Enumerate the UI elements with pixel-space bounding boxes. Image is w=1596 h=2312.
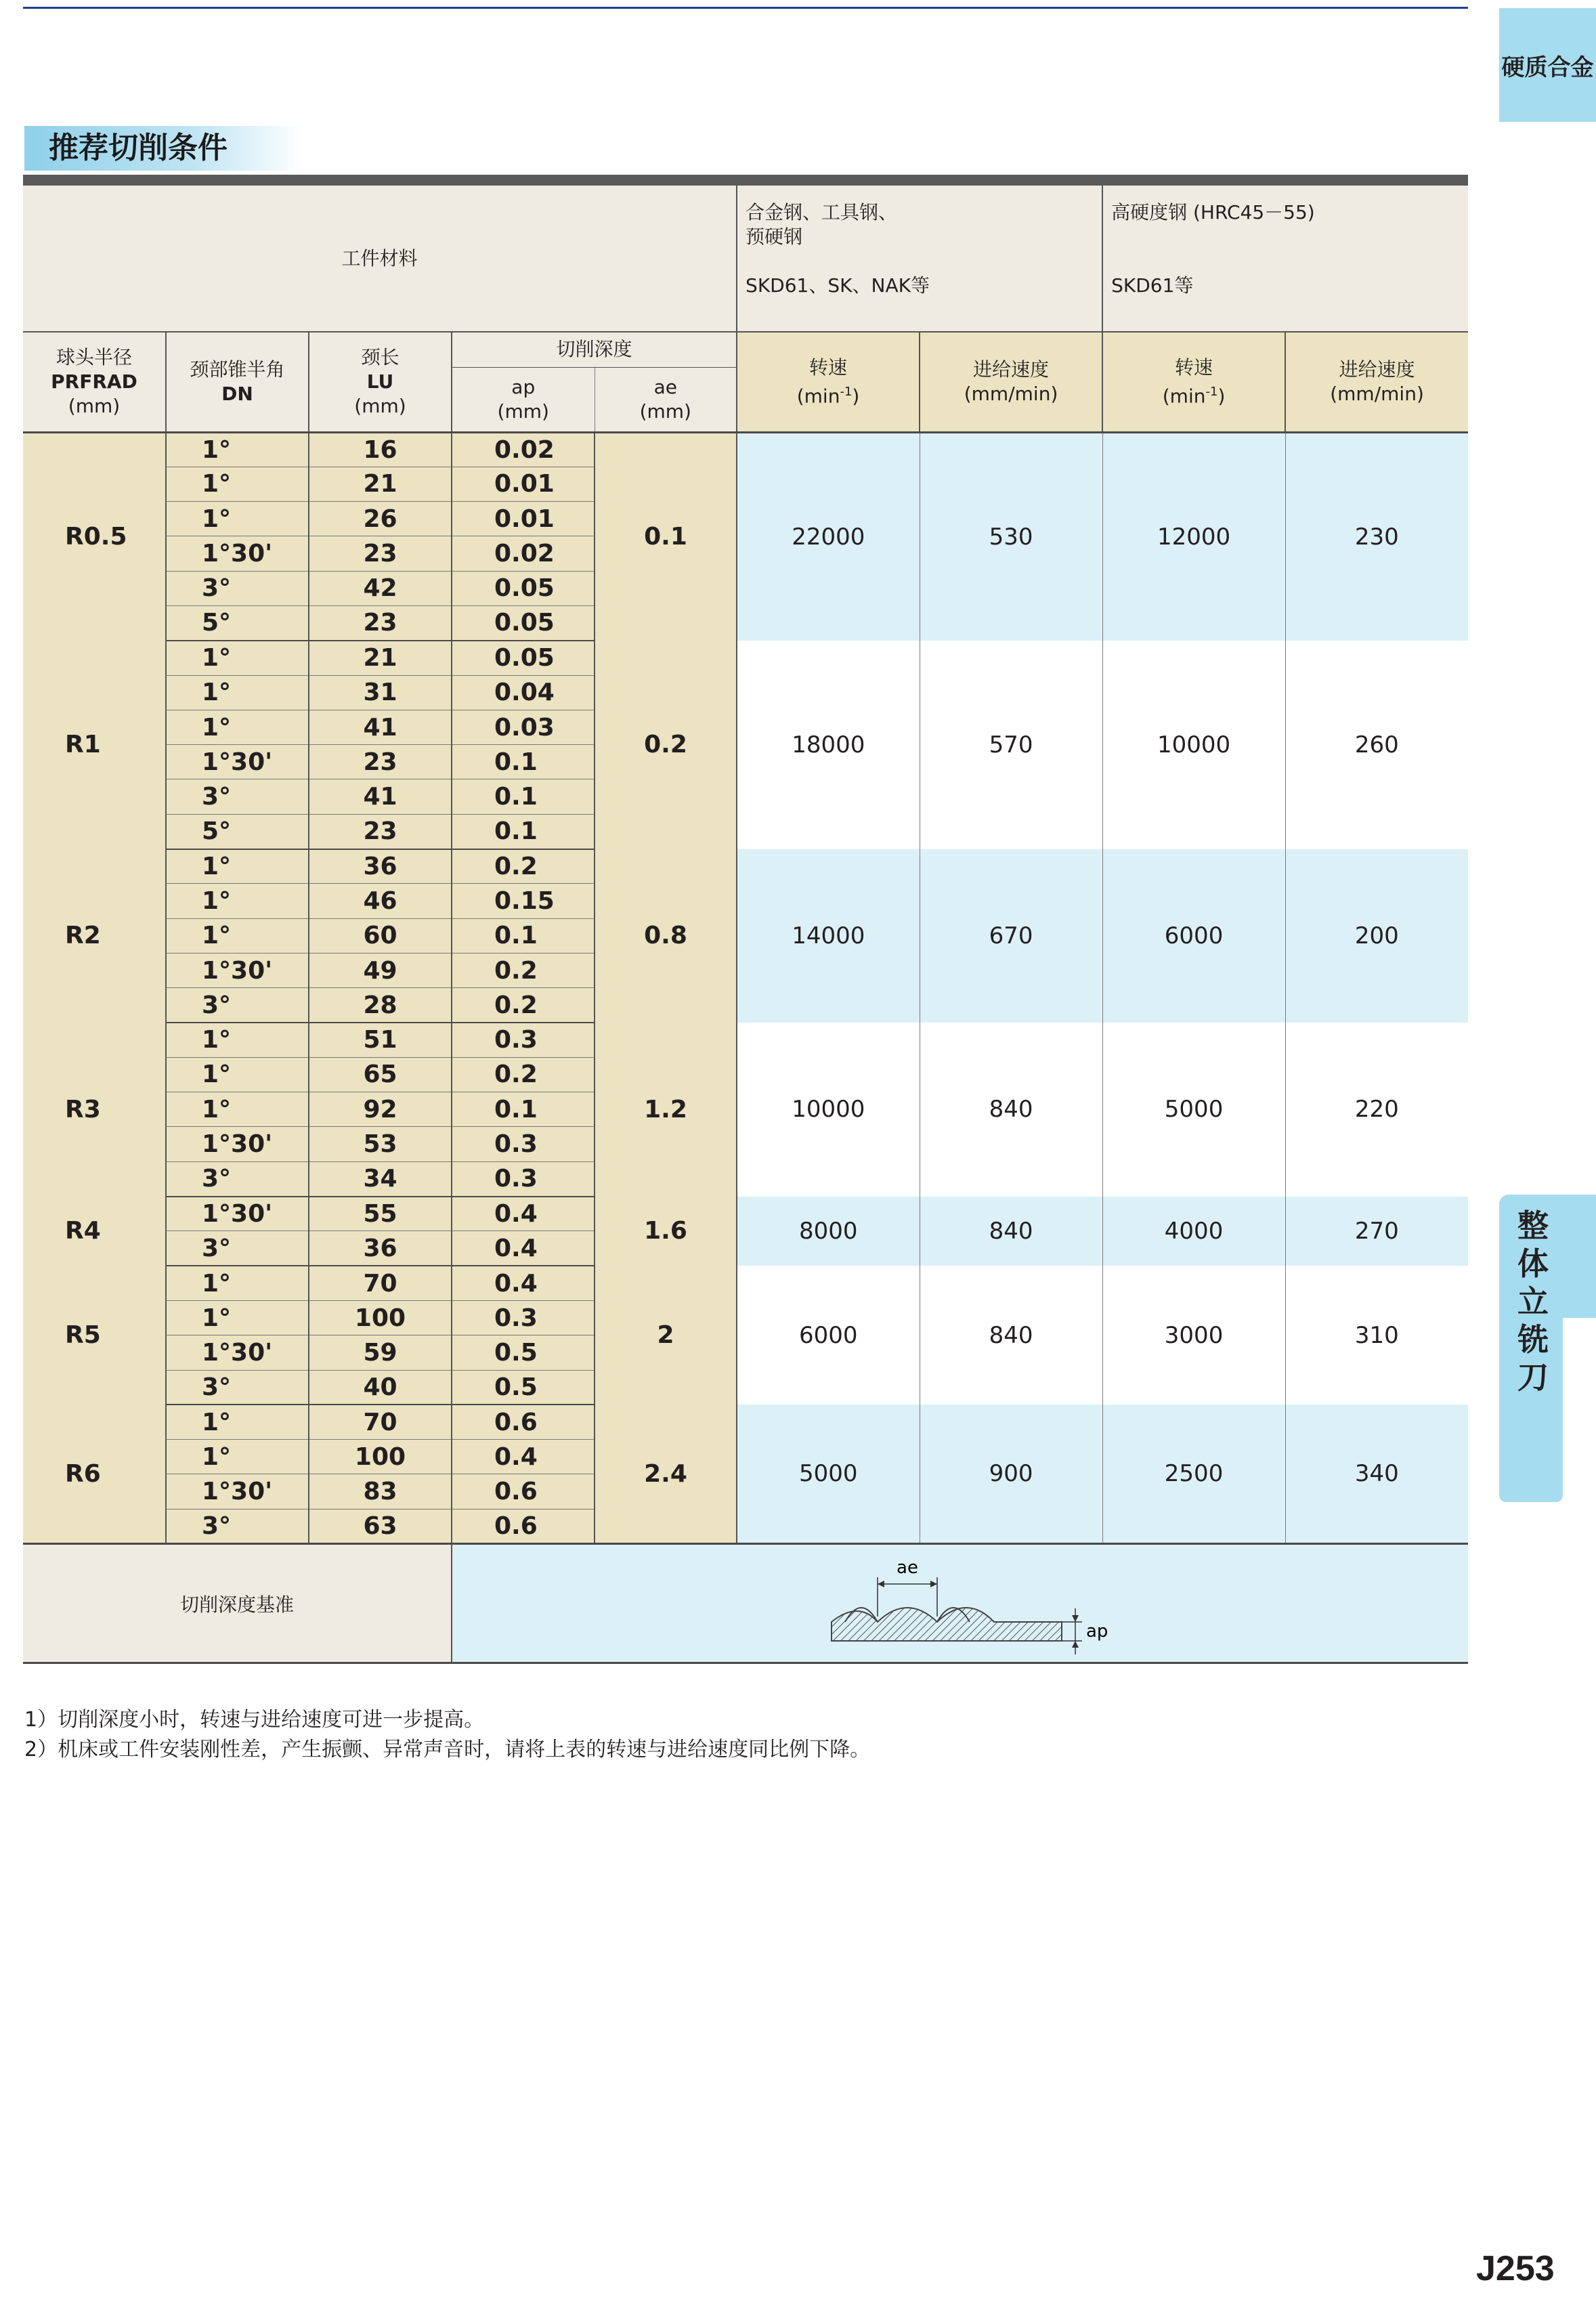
feed-cell: 840 [920,1266,1102,1405]
dn-cell: 1° [166,675,309,710]
lu-cell: 23 [309,605,452,640]
dn-cell: 1°30' [166,1197,309,1231]
feed-cell: 260 [1285,641,1468,849]
lu-cell: 65 [309,1057,452,1092]
page-number: J253 [1476,2249,1555,2288]
dn-cell: 1° [166,1440,309,1474]
ae-cell: 0.1 [595,432,737,641]
speed-cell: 5000 [1102,1023,1285,1196]
ap-cell: 0.3 [452,1161,595,1196]
lu-cell: 60 [309,918,452,953]
lu-cell: 83 [309,1474,452,1509]
lu-cell: 92 [309,1092,452,1127]
col-feed-2-l1: 进给速度 [1339,358,1415,381]
ae-cell: 2 [595,1266,737,1405]
col-speed-1-l1: 转速 [809,356,848,379]
material-2-line2: SKD61等 [1111,274,1194,297]
dn-cell: 3° [166,571,309,605]
radius-cell: R3 [23,1023,166,1196]
ae-cell: 1.6 [595,1197,737,1266]
dn-cell: 1° [166,710,309,744]
dn-cell: 1°30' [166,536,309,571]
col-ap-header [452,367,595,432]
radius-cell: R0.5 [23,432,166,641]
ap-cell: 0.05 [452,641,595,675]
dn-cell: 1° [166,884,309,918]
ap-cell: 0.05 [452,571,595,605]
material-1 [737,186,1102,332]
col-depth-header: 切削深度 [452,332,737,367]
top-rule [23,7,1468,9]
ap-cell: 0.4 [452,1231,595,1266]
lu-cell: 28 [309,988,452,1023]
lu-cell: 23 [309,814,452,849]
col-speed-2-header [1102,332,1285,432]
table-row [23,1197,1468,1231]
feed-cell: 340 [1285,1405,1468,1543]
lu-cell: 21 [309,467,452,501]
feed-cell: 530 [920,432,1102,641]
side-tab-char: 立 [1517,1283,1549,1320]
lu-cell: 23 [309,536,452,571]
col-radius-l3: (mm) [68,394,121,417]
col-dn-header [166,332,309,432]
col-speed-1-unit: (min [796,384,840,407]
col-speed-1-header [737,332,920,432]
col-speed-1-paren: ) [852,384,860,407]
lu-cell: 51 [309,1023,452,1057]
work-material-label: 工件材料 [23,186,737,332]
lu-cell: 41 [309,779,452,814]
ap-cell: 0.03 [452,710,595,744]
speed-cell: 4000 [1102,1197,1285,1266]
ap-cell: 0.6 [452,1405,595,1439]
ae-cell: 0.8 [595,849,737,1023]
dn-cell: 3° [166,1161,309,1196]
col-ap-l1: ap [511,375,536,398]
ap-cell: 0.01 [452,467,595,501]
ap-cell: 0.05 [452,605,595,640]
material-1-line1: 合金钢、工具钢、 [746,201,898,223]
note-1: 1）切削深度小时，转速与进给速度可进一步提高。 [24,1708,485,1732]
table-row [23,849,1468,884]
ap-cell: 0.2 [452,1057,595,1092]
col-speed-2-paren: ) [1217,384,1226,407]
dn-cell: 1°30' [166,745,309,779]
side-tab-char: 铣 [1517,1321,1549,1358]
col-lu-l1: 颈长 [361,345,400,368]
note-2: 2）机床或工件安装刚性差，产生振颤、异常声音时，请将上表的转速与进给速度同比例下降。 [24,1738,871,1761]
col-radius-header [23,332,166,432]
material-2-line1: 高硬度钢 (HRC45－55) [1111,201,1315,223]
dn-cell: 3° [166,779,309,814]
col-dn-l2: DN [221,382,253,405]
dn-cell: 1°30' [166,1474,309,1509]
feed-cell: 570 [920,641,1102,849]
ap-cell: 0.3 [452,1127,595,1161]
ap-cell: 0.2 [452,953,595,987]
ap-cell: 0.4 [452,1440,595,1474]
speed-cell: 5000 [737,1405,920,1543]
lu-cell: 63 [309,1509,452,1543]
col-radius-l1: 球头半径 [56,345,132,368]
table-row [23,641,1468,675]
dn-cell: 1°30' [166,1335,309,1370]
col-feed-1-header [920,332,1102,432]
lu-cell: 40 [309,1370,452,1405]
ap-cell: 0.15 [452,884,595,918]
ap-cell: 0.02 [452,432,595,467]
table-row [23,432,1468,467]
speed-cell: 22000 [737,432,920,641]
lu-cell: 42 [309,571,452,605]
category-tab-label: 硬质合金 [1501,53,1594,81]
col-radius-l2: PRFRAD [51,370,137,393]
col-speed-2-sup: -1 [1205,384,1218,399]
ae-cell: 2.4 [595,1405,737,1543]
material-1-line3: SKD61、SK、NAK等 [746,274,930,297]
lu-cell: 41 [309,710,452,744]
dn-cell: 1°30' [166,1127,309,1161]
dn-cell: 1° [166,849,309,884]
speed-cell: 6000 [1102,849,1285,1023]
lu-cell: 16 [309,432,452,467]
lu-cell: 100 [309,1300,452,1335]
col-feed-1-l1: 进给速度 [973,358,1050,381]
lu-cell: 21 [309,641,452,675]
lu-cell: 23 [309,745,452,779]
col-lu-l2: LU [366,370,394,393]
feed-cell: 310 [1285,1266,1468,1405]
lu-cell: 70 [309,1266,452,1300]
col-feed-2-header [1285,332,1468,432]
feed-cell: 670 [920,849,1102,1023]
dn-cell: 3° [166,1231,309,1266]
feed-cell: 200 [1285,849,1468,1023]
ae-cell: 1.2 [595,1023,737,1196]
notes [24,1705,870,1765]
lu-cell: 59 [309,1335,452,1370]
dn-cell: 1° [166,1023,309,1057]
table-row [23,1023,1468,1057]
col-feed-2-l2: (mm/min) [1330,382,1424,405]
col-feed-1-l2: (mm/min) [964,382,1058,405]
section-side-tab-label [1513,1207,1553,1396]
material-2 [1102,186,1468,332]
col-lu-l3: (mm) [354,394,406,417]
ap-cell: 0.5 [452,1335,595,1370]
lu-cell: 46 [309,884,452,918]
speed-cell: 2500 [1102,1405,1285,1543]
reference-row [23,1544,1468,1663]
lu-cell: 34 [309,1161,452,1196]
ap-cell: 0.2 [452,988,595,1023]
dn-cell: 1° [166,467,309,501]
dn-cell: 1° [166,641,309,675]
lu-cell: 100 [309,1440,452,1474]
dn-cell: 1° [166,1092,309,1127]
diagram-ae-label: ae [897,1557,918,1578]
col-ae-l2: (mm) [639,400,691,423]
side-tab-char: 体 [1517,1245,1549,1282]
col-ap-l2: (mm) [497,400,549,423]
ap-cell: 0.5 [452,1370,595,1405]
dn-cell: 1° [166,1266,309,1300]
radius-cell: R2 [23,849,166,1023]
section-title: 推荐切削条件 [24,126,303,171]
ap-cell: 0.4 [452,1266,595,1300]
ae-cell: 0.2 [595,641,737,849]
ap-cell: 0.1 [452,779,595,814]
lu-cell: 53 [309,1127,452,1161]
col-lu-header [309,332,452,432]
radius-cell: R5 [23,1266,166,1405]
ap-cell: 0.6 [452,1509,595,1543]
ap-cell: 0.3 [452,1023,595,1057]
dn-cell: 1° [166,918,309,953]
category-tab [1499,8,1596,122]
speed-cell: 6000 [737,1266,920,1405]
radius-cell: R1 [23,641,166,849]
col-speed-2-unit: (min [1162,384,1206,407]
ap-cell: 0.2 [452,849,595,884]
ap-cell: 0.1 [452,1092,595,1127]
dn-cell: 1° [166,432,309,467]
feed-cell: 230 [1285,432,1468,641]
ap-cell: 0.4 [452,1197,595,1231]
speed-cell: 10000 [1102,641,1285,849]
dn-cell: 1° [166,1057,309,1092]
dn-cell: 1° [166,1405,309,1439]
ap-cell: 0.3 [452,1300,595,1335]
feed-cell: 840 [920,1023,1102,1196]
ap-cell: 0.02 [452,536,595,571]
ap-cell: 0.04 [452,675,595,710]
radius-cell: R6 [23,1405,166,1543]
ap-cell: 0.01 [452,502,595,536]
speed-cell: 3000 [1102,1266,1285,1405]
cutting-depth-diagram [452,1544,1468,1663]
col-ae-header [595,367,737,432]
ap-cell: 0.1 [452,745,595,779]
radius-cell: R4 [23,1197,166,1266]
ap-cell: 0.6 [452,1474,595,1509]
title-rule [23,175,1468,186]
dn-cell: 5° [166,605,309,640]
speed-cell: 14000 [737,849,920,1023]
col-speed-2-l1: 转速 [1175,356,1213,379]
material-1-line2: 预硬钢 [746,226,803,248]
lu-cell: 36 [309,849,452,884]
speed-cell: 10000 [737,1023,920,1196]
cutting-conditions-table [23,186,1468,1664]
scallop-diagram [452,1546,1467,1661]
feed-cell: 900 [920,1405,1102,1543]
lu-cell: 49 [309,953,452,987]
feed-cell: 840 [920,1197,1102,1266]
col-dn-l1: 颈部锥半角 [190,358,285,381]
feed-cell: 270 [1285,1197,1468,1266]
col-speed-1-sup: -1 [840,384,853,399]
col-ae-l1: ae [653,375,677,398]
dn-cell: 3° [166,1509,309,1543]
dn-cell: 1° [166,1300,309,1335]
dn-cell: 5° [166,814,309,849]
lu-cell: 26 [309,502,452,536]
ap-cell: 0.1 [452,814,595,849]
lu-cell: 70 [309,1405,452,1439]
lu-cell: 31 [309,675,452,710]
speed-cell: 18000 [737,641,920,849]
dn-cell: 1° [166,502,309,536]
speed-cell: 12000 [1102,432,1285,641]
ap-cell: 0.1 [452,918,595,953]
lu-cell: 55 [309,1197,452,1231]
speed-cell: 8000 [737,1197,920,1266]
table-row [23,1266,1468,1300]
feed-cell: 220 [1285,1023,1468,1196]
dn-cell: 1°30' [166,953,309,987]
side-tab-char: 整 [1517,1207,1549,1244]
dn-cell: 3° [166,988,309,1023]
lu-cell: 36 [309,1231,452,1266]
dn-cell: 3° [166,1370,309,1405]
side-tab-char: 刀 [1517,1359,1549,1396]
table-row [23,1405,1468,1439]
reference-label: 切削深度基准 [23,1544,452,1663]
diagram-ap-label: ap [1086,1621,1108,1642]
